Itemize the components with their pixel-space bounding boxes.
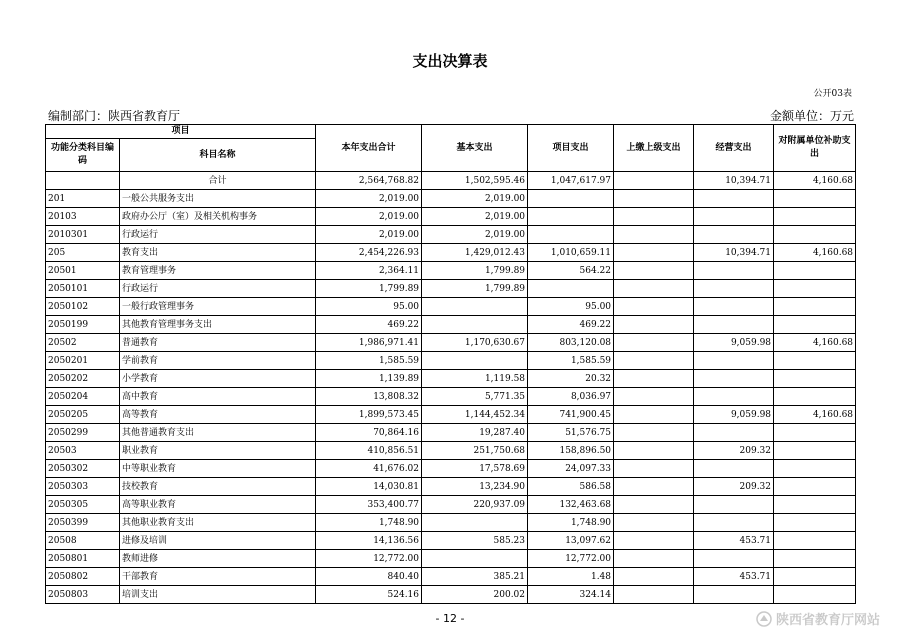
- cell-subsidy: [774, 352, 856, 370]
- cell-total: 2,019.00: [316, 190, 422, 208]
- page-number: - 12 -: [435, 612, 465, 625]
- cell-operating: [694, 496, 774, 514]
- cell-operating: [694, 370, 774, 388]
- cell-code: 2050305: [46, 496, 120, 514]
- cell-operating: [694, 514, 774, 532]
- cell-code: 20503: [46, 442, 120, 460]
- cell-code: 2050102: [46, 298, 120, 316]
- cell-basic: 13,234.90: [422, 478, 528, 496]
- watermark-text: 陕西省教育厅网站: [775, 613, 880, 628]
- cell-name: 技校教育: [120, 478, 316, 496]
- cell-name: 政府办公厅（室）及相关机构事务: [120, 208, 316, 226]
- cell-basic: 1,119.58: [422, 370, 528, 388]
- cell-name: 学前教育: [120, 352, 316, 370]
- cell-subsidy: [774, 262, 856, 280]
- table-row: [46, 334, 856, 352]
- form-code: 公开03表: [813, 89, 852, 99]
- cell-remit: [614, 442, 694, 460]
- cell-total: 2,454,226.93: [316, 244, 422, 262]
- cell-total: 1,585.59: [316, 352, 422, 370]
- cell-operating: 453.71: [694, 568, 774, 586]
- cell-total: 95.00: [316, 298, 422, 316]
- page-title: 支出决算表: [412, 52, 488, 70]
- cell-subsidy: [774, 388, 856, 406]
- cell-subsidy: 4,160.68: [774, 244, 856, 262]
- cell-total: 1,748.90: [316, 514, 422, 532]
- cell-code: 2050299: [46, 424, 120, 442]
- cell-basic: 585.23: [422, 532, 528, 550]
- cell-basic: 2,019.00: [422, 208, 528, 226]
- cell-remit: [614, 352, 694, 370]
- cell-basic: 2,019.00: [422, 226, 528, 244]
- cell-name: 其他职业教育支出: [120, 514, 316, 532]
- cell-remit: [614, 172, 694, 190]
- cell-code: 205: [46, 244, 120, 262]
- cell-code: 2050101: [46, 280, 120, 298]
- cell-remit: [614, 568, 694, 586]
- cell-basic: 1,429,012.43: [422, 244, 528, 262]
- cell-total: 1,986,971.41: [316, 334, 422, 352]
- cell-basic: 19,287.40: [422, 424, 528, 442]
- cell-operating: [694, 262, 774, 280]
- cell-project: 8,036.97: [528, 388, 614, 406]
- cell-code: 2050201: [46, 352, 120, 370]
- cell-name: 普通教育: [120, 334, 316, 352]
- cell-name: 教育支出: [120, 244, 316, 262]
- cell-operating: [694, 460, 774, 478]
- cell-code: 2050199: [46, 316, 120, 334]
- cell-total: 13,808.32: [316, 388, 422, 406]
- cell-total: 1,799.89: [316, 280, 422, 298]
- cell-remit: [614, 514, 694, 532]
- cell-remit: [614, 460, 694, 478]
- cell-total: 469.22: [316, 316, 422, 334]
- amount-unit: 金额单位：万元: [769, 109, 854, 123]
- cell-name: 行政运行: [120, 226, 316, 244]
- cell-code: 20103: [46, 208, 120, 226]
- cell-project: 1,748.90: [528, 514, 614, 532]
- cell-name: 职业教育: [120, 442, 316, 460]
- emblem-icon: [756, 611, 772, 627]
- cell-remit: [614, 496, 694, 514]
- table-row: [46, 172, 856, 190]
- table-row: [46, 316, 856, 334]
- cell-remit: [614, 280, 694, 298]
- table-row: [46, 550, 856, 568]
- cell-remit: [614, 586, 694, 604]
- header-project: 项目支出: [528, 125, 614, 172]
- cell-code: [46, 172, 120, 190]
- cell-project: 1,010,659.11: [528, 244, 614, 262]
- table-row: [46, 226, 856, 244]
- table-row: [46, 352, 856, 370]
- cell-code: 2050303: [46, 478, 120, 496]
- cell-subsidy: [774, 280, 856, 298]
- cell-basic: [422, 514, 528, 532]
- table-row: [46, 262, 856, 280]
- cell-subsidy: [774, 460, 856, 478]
- cell-subsidy: [774, 316, 856, 334]
- cell-operating: 453.71: [694, 532, 774, 550]
- table-row: [46, 568, 856, 586]
- table-row: [46, 388, 856, 406]
- table-row: [46, 208, 856, 226]
- cell-remit: [614, 208, 694, 226]
- cell-name: 教师进修: [120, 550, 316, 568]
- cell-remit: [614, 298, 694, 316]
- cell-basic: 200.02: [422, 586, 528, 604]
- cell-name: 培训支出: [120, 586, 316, 604]
- table-row: [46, 370, 856, 388]
- cell-project: 803,120.08: [528, 334, 614, 352]
- cell-operating: [694, 550, 774, 568]
- header-remit: 上缴上级支出: [614, 125, 694, 172]
- cell-project: 95.00: [528, 298, 614, 316]
- cell-name: 高等职业教育: [120, 496, 316, 514]
- cell-name: 合计: [120, 172, 316, 190]
- compiling-department: 编制部门：陕西省教育厅: [48, 109, 181, 123]
- cell-subsidy: [774, 550, 856, 568]
- cell-remit: [614, 370, 694, 388]
- cell-subsidy: [774, 226, 856, 244]
- cell-project: 132,463.68: [528, 496, 614, 514]
- table-row: [46, 514, 856, 532]
- cell-total: 1,139.89: [316, 370, 422, 388]
- cell-basic: 5,771.35: [422, 388, 528, 406]
- table-row: [46, 406, 856, 424]
- cell-basic: 1,502,595.46: [422, 172, 528, 190]
- table-row: [46, 442, 856, 460]
- cell-project: 741,900.45: [528, 406, 614, 424]
- table-row: [46, 586, 856, 604]
- header-item-group: 项目: [46, 125, 316, 139]
- cell-basic: [422, 550, 528, 568]
- table-row: [46, 478, 856, 496]
- cell-basic: [422, 316, 528, 334]
- cell-basic: 385.21: [422, 568, 528, 586]
- cell-code: 2050202: [46, 370, 120, 388]
- cell-project: 586.58: [528, 478, 614, 496]
- table-row: [46, 460, 856, 478]
- cell-operating: [694, 226, 774, 244]
- cell-operating: 9,059.98: [694, 406, 774, 424]
- cell-total: 14,136.56: [316, 532, 422, 550]
- cell-code: 2050399: [46, 514, 120, 532]
- cell-total: 1,899,573.45: [316, 406, 422, 424]
- cell-total: 70,864.16: [316, 424, 422, 442]
- cell-total: 524.16: [316, 586, 422, 604]
- cell-subsidy: [774, 298, 856, 316]
- cell-project: [528, 226, 614, 244]
- cell-total: 14,030.81: [316, 478, 422, 496]
- cell-code: 20502: [46, 334, 120, 352]
- cell-project: 324.14: [528, 586, 614, 604]
- cell-subsidy: [774, 514, 856, 532]
- cell-total: 2,019.00: [316, 226, 422, 244]
- cell-remit: [614, 262, 694, 280]
- cell-operating: 209.32: [694, 442, 774, 460]
- cell-project: 20.32: [528, 370, 614, 388]
- cell-subsidy: [774, 190, 856, 208]
- cell-total: 12,772.00: [316, 550, 422, 568]
- cell-operating: 10,394.71: [694, 172, 774, 190]
- table-row: [46, 298, 856, 316]
- cell-operating: [694, 424, 774, 442]
- cell-remit: [614, 478, 694, 496]
- cell-project: [528, 280, 614, 298]
- cell-total: 353,400.77: [316, 496, 422, 514]
- cell-total: 840.40: [316, 568, 422, 586]
- cell-basic: 1,799.89: [422, 280, 528, 298]
- cell-code: 20508: [46, 532, 120, 550]
- cell-name: 高中教育: [120, 388, 316, 406]
- cell-subsidy: [774, 442, 856, 460]
- cell-subsidy: [774, 568, 856, 586]
- table-row: [46, 280, 856, 298]
- cell-remit: [614, 190, 694, 208]
- cell-total: 410,856.51: [316, 442, 422, 460]
- cell-name: 其他教育管理事务支出: [120, 316, 316, 334]
- cell-subsidy: [774, 586, 856, 604]
- cell-total: 2,564,768.82: [316, 172, 422, 190]
- cell-operating: [694, 280, 774, 298]
- cell-operating: [694, 190, 774, 208]
- cell-code: 201: [46, 190, 120, 208]
- cell-name: 一般公共服务支出: [120, 190, 316, 208]
- cell-subsidy: 4,160.68: [774, 334, 856, 352]
- cell-name: 教育管理事务: [120, 262, 316, 280]
- cell-project: 51,576.75: [528, 424, 614, 442]
- cell-subsidy: [774, 370, 856, 388]
- cell-basic: 2,019.00: [422, 190, 528, 208]
- cell-total: 2,019.00: [316, 208, 422, 226]
- cell-operating: [694, 208, 774, 226]
- table-body: [46, 172, 856, 604]
- cell-remit: [614, 550, 694, 568]
- cell-basic: 17,578.69: [422, 460, 528, 478]
- cell-remit: [614, 532, 694, 550]
- header-subsidy: 对附属单位补助支出: [774, 125, 856, 172]
- table-row: [46, 244, 856, 262]
- cell-code: 2050205: [46, 406, 120, 424]
- header-total: 本年支出合计: [316, 125, 422, 172]
- cell-basic: 1,799.89: [422, 262, 528, 280]
- cell-project: [528, 208, 614, 226]
- table-row: [46, 190, 856, 208]
- cell-name: 中等职业教育: [120, 460, 316, 478]
- cell-name: 小学教育: [120, 370, 316, 388]
- header-code: 功能分类科目编码: [46, 139, 120, 172]
- cell-basic: 251,750.68: [422, 442, 528, 460]
- cell-code: 2050302: [46, 460, 120, 478]
- cell-name: 进修及培训: [120, 532, 316, 550]
- cell-subsidy: 4,160.68: [774, 406, 856, 424]
- cell-name: 高等教育: [120, 406, 316, 424]
- cell-name: 一般行政管理事务: [120, 298, 316, 316]
- cell-project: 13,097.62: [528, 532, 614, 550]
- cell-remit: [614, 388, 694, 406]
- cell-basic: [422, 352, 528, 370]
- cell-operating: 9,059.98: [694, 334, 774, 352]
- cell-subsidy: [774, 424, 856, 442]
- cell-subsidy: 4,160.68: [774, 172, 856, 190]
- cell-name: 行政运行: [120, 280, 316, 298]
- cell-remit: [614, 244, 694, 262]
- header-operating: 经营支出: [694, 125, 774, 172]
- cell-basic: 1,170,630.67: [422, 334, 528, 352]
- cell-operating: [694, 298, 774, 316]
- cell-project: 12,772.00: [528, 550, 614, 568]
- cell-name: 其他普通教育支出: [120, 424, 316, 442]
- cell-project: 1,585.59: [528, 352, 614, 370]
- cell-operating: [694, 352, 774, 370]
- cell-total: 2,364.11: [316, 262, 422, 280]
- cell-basic: 220,937.09: [422, 496, 528, 514]
- cell-code: 2010301: [46, 226, 120, 244]
- cell-subsidy: [774, 496, 856, 514]
- cell-operating: [694, 388, 774, 406]
- cell-project: 1.48: [528, 568, 614, 586]
- table-row: [46, 532, 856, 550]
- cell-project: 158,896.50: [528, 442, 614, 460]
- header-basic: 基本支出: [422, 125, 528, 172]
- cell-operating: 209.32: [694, 478, 774, 496]
- table-row: [46, 496, 856, 514]
- cell-project: 564.22: [528, 262, 614, 280]
- cell-basic: 1,144,452.34: [422, 406, 528, 424]
- cell-name: 干部教育: [120, 568, 316, 586]
- cell-remit: [614, 316, 694, 334]
- cell-project: 469.22: [528, 316, 614, 334]
- cell-basic: [422, 298, 528, 316]
- cell-project: [528, 190, 614, 208]
- cell-code: 2050802: [46, 568, 120, 586]
- cell-code: 2050803: [46, 586, 120, 604]
- cell-total: 41,676.02: [316, 460, 422, 478]
- header-name: 科目名称: [120, 139, 316, 172]
- cell-subsidy: [774, 478, 856, 496]
- cell-operating: 10,394.71: [694, 244, 774, 262]
- cell-operating: [694, 586, 774, 604]
- expenditure-table: [45, 124, 856, 604]
- cell-remit: [614, 424, 694, 442]
- cell-project: 24,097.33: [528, 460, 614, 478]
- cell-remit: [614, 226, 694, 244]
- cell-code: 20501: [46, 262, 120, 280]
- site-watermark: [756, 609, 880, 628]
- table-row: [46, 424, 856, 442]
- cell-remit: [614, 334, 694, 352]
- cell-code: 2050801: [46, 550, 120, 568]
- cell-subsidy: [774, 532, 856, 550]
- cell-project: 1,047,617.97: [528, 172, 614, 190]
- cell-code: 2050204: [46, 388, 120, 406]
- cell-operating: [694, 316, 774, 334]
- cell-remit: [614, 406, 694, 424]
- cell-subsidy: [774, 208, 856, 226]
